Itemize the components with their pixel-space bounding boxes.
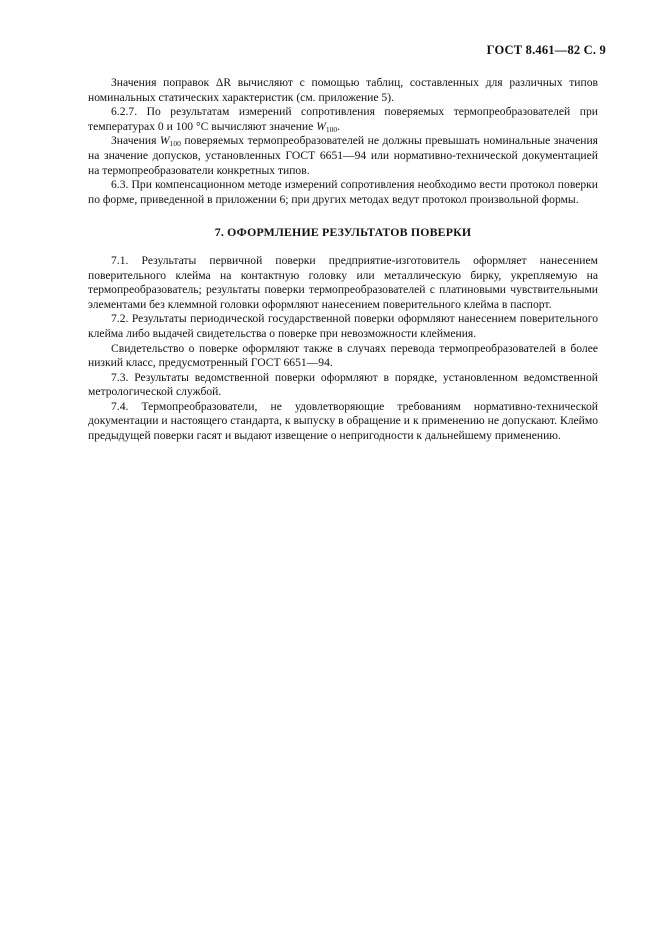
paragraph-corrections: Значения поправок ΔR вычисляют с помощью таблиц, составленных для различных типов номинальных статических характеристик (см. приложение 5). — [88, 76, 598, 104]
w-symbol: W — [316, 119, 326, 133]
paragraph-text-end: поверяемых термопреобразователей не должны превышать номинальные значения на значение допусков, установленных ГОСТ 6651—94 или нормативно-технической документацией на термопреобразователи конкретных типов. — [88, 134, 598, 177]
paragraph-text: Значения — [111, 134, 160, 148]
paragraph-7-1: 7.1. Результаты первичной поверки предприятие-изготовитель оформляет нанесением поверительного клейма на контактную головку или металлическую бирку, укрепляемую на термопреобразователь; результаты поверки термопреобразователей с платиновыми чувствительными элементами без клеммной головки оформляют нанесением поверительного клейма в паспорт. — [88, 253, 598, 311]
paragraph-6-2-7 — [88, 105, 598, 134]
paragraph-text: 6.2.7. По результатам измерений сопротивления поверяемых термопреобразователей при температурах 0 и 100 °С вычисляют значение — [88, 105, 598, 133]
w-subscript: 100 — [325, 124, 338, 134]
paragraph-7-3: 7.3. Результаты ведомственной поверки оформляют в порядке, установленном ведомственной метрологической службой. — [88, 370, 598, 399]
w-symbol: W — [159, 134, 170, 148]
w-subscript: 100 — [169, 139, 181, 149]
page-header: ГОСТ 8.461—82 С. 9 — [486, 43, 606, 57]
document-body — [88, 76, 598, 444]
section-title: 7. ОФОРМЛЕНИЕ РЕЗУЛЬТАТОВ ПОВЕРКИ — [214, 225, 472, 240]
paragraph-text-end: . — [337, 119, 341, 133]
paragraph-6-3: 6.3. При компенсационном методе измерений сопротивления необходимо вести протокол поверки по форме, приведенной в приложении 6; при других методах ведут протокол произвольной формы. — [88, 178, 598, 206]
paragraph-certificate: Свидетельство о поверке оформляют также в случаях перевода термопреобразователей в более низкий класс, предусмотренный ГОСТ 6651—94. — [88, 341, 598, 370]
paragraph-w100-values — [88, 134, 598, 178]
paragraph-7-4: 7.4. Термопреобразователи, не удовлетворяющие требованиям нормативно-технической документации и настоящего стандарта, к выпуску в обращение и к применению не допускают. Клеймо предыдущей поверки гасят и выдают извещение о непригодности к дальнейшему применению. — [88, 399, 598, 443]
paragraph-7-2: 7.2. Результаты периодической государственной поверки оформляют нанесением поверительного клейма либо выдачей свидетельства о поверке при невозможности клеймения. — [88, 312, 598, 340]
